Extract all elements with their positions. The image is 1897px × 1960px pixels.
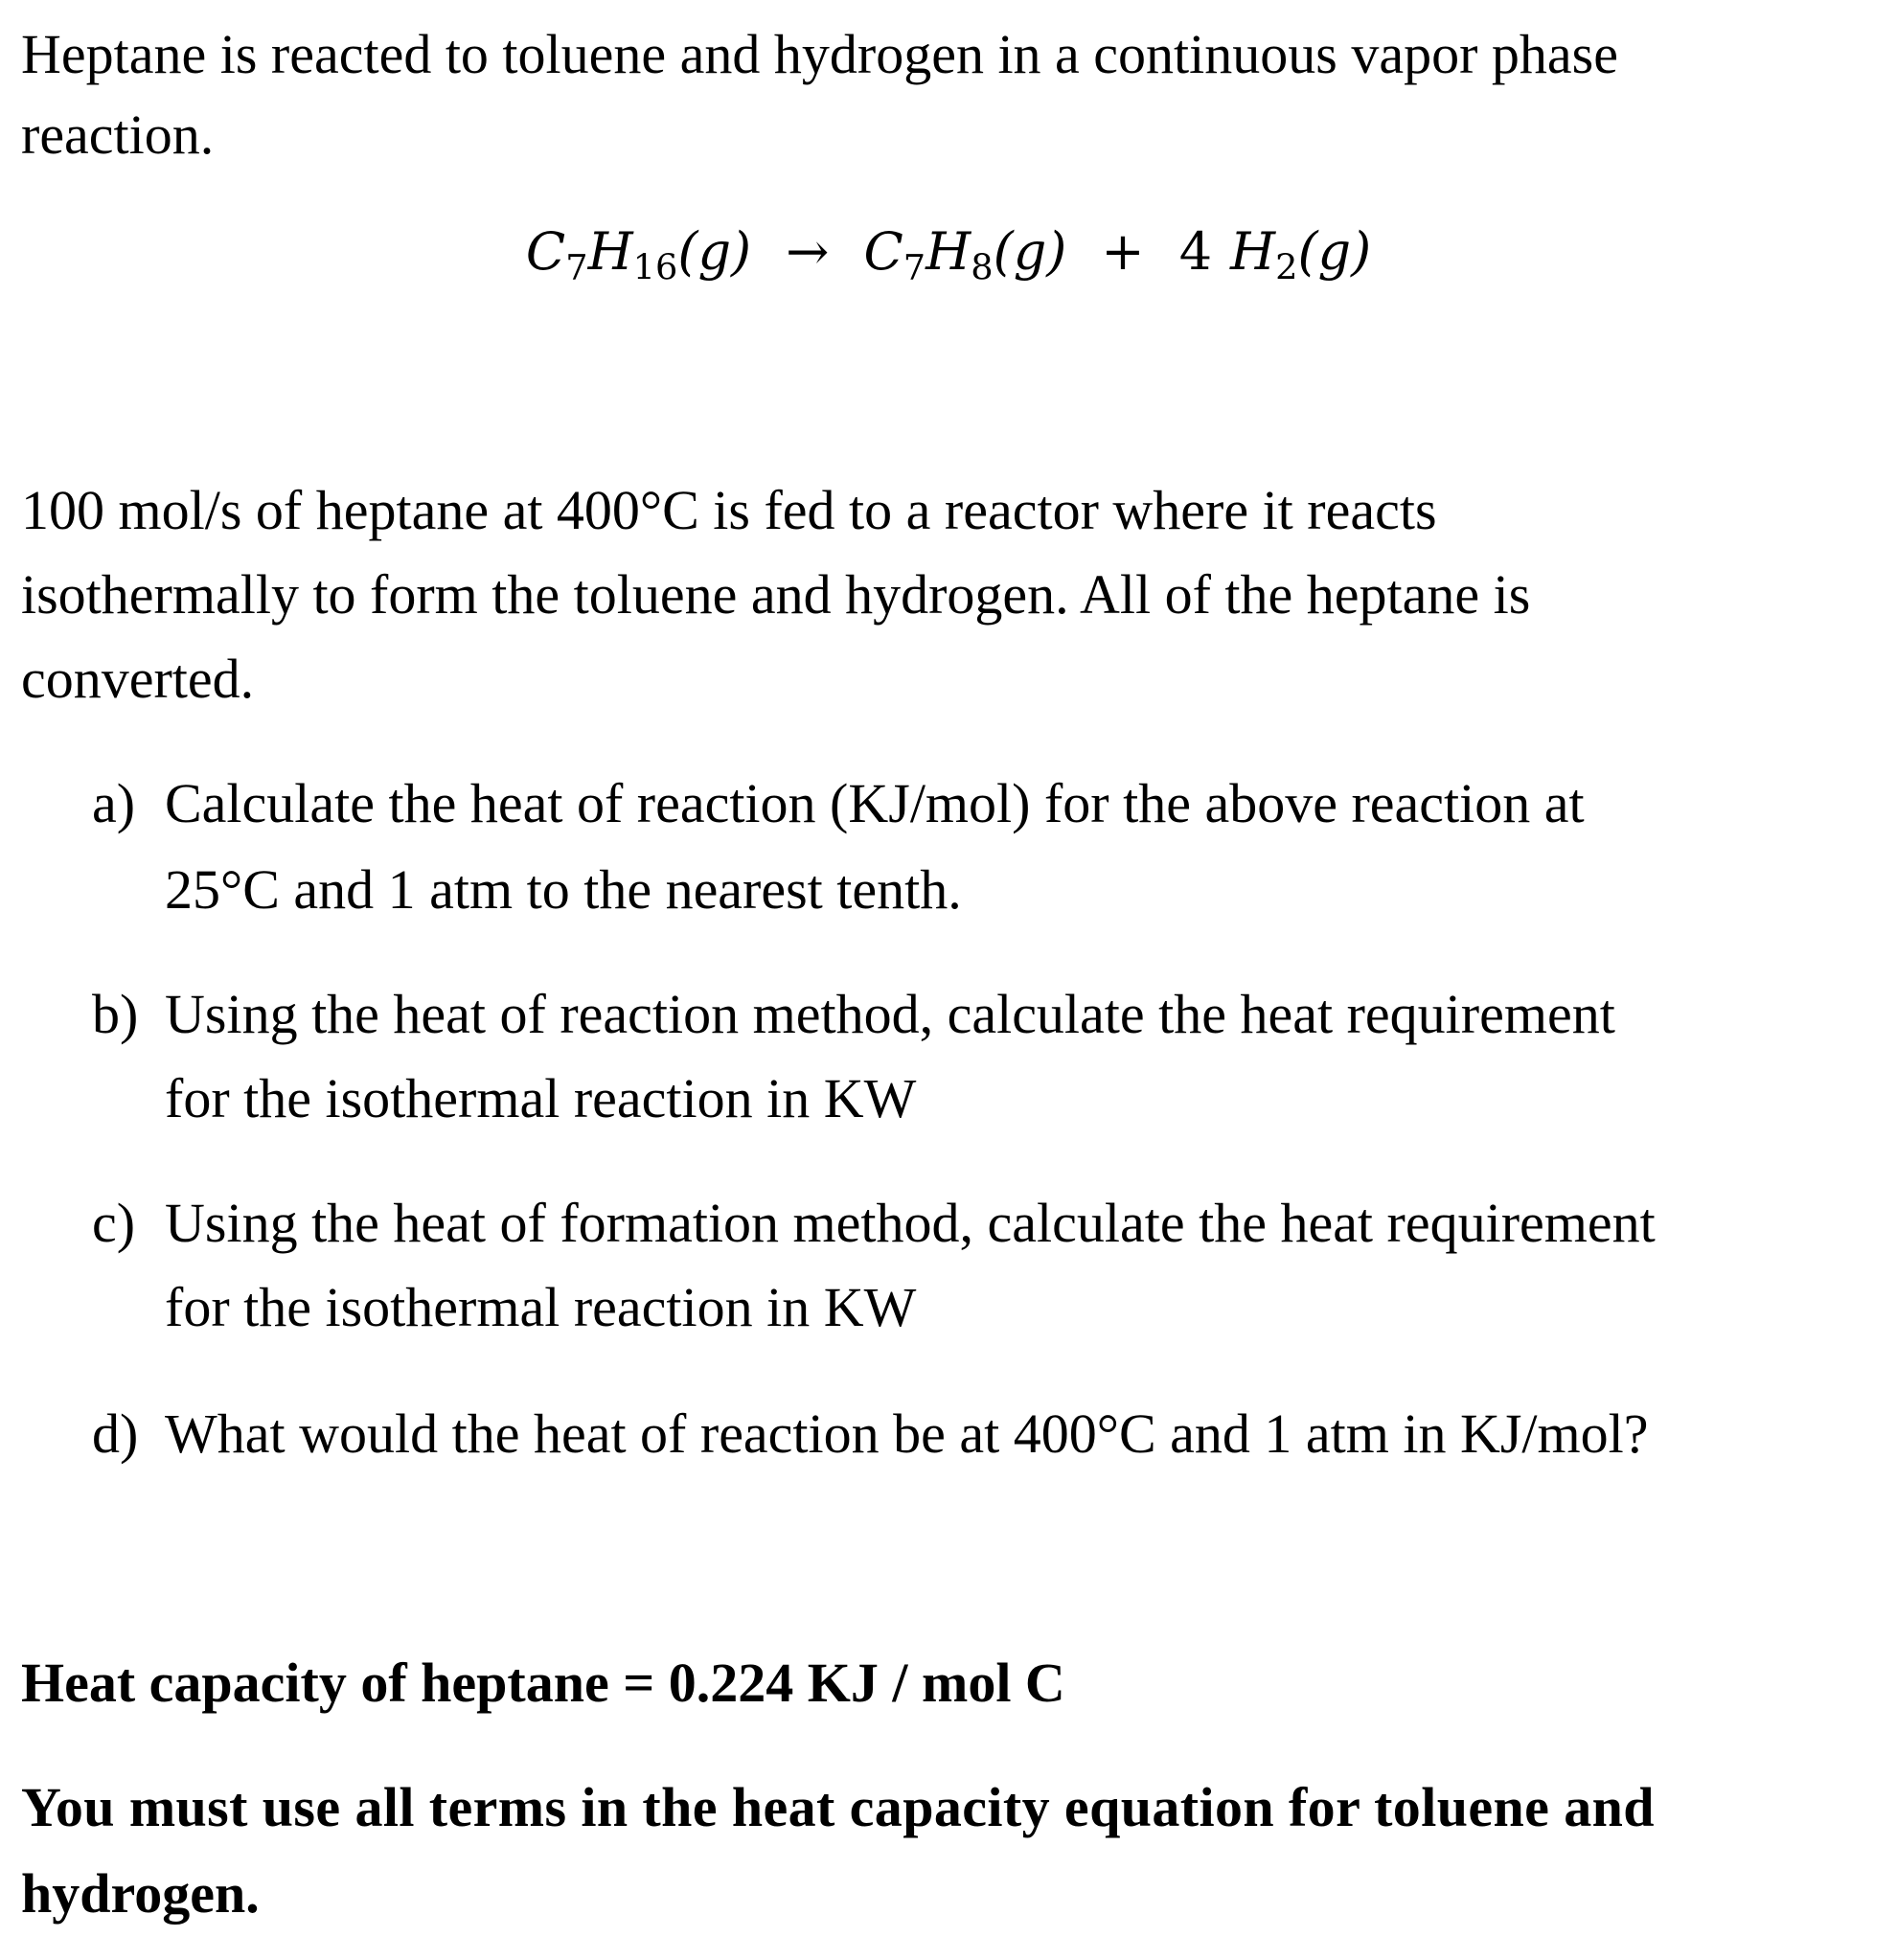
reactant-c: C (525, 221, 566, 282)
reactant-h-subscript: 16 (632, 246, 678, 288)
hydrogen-coefficient: 4 (1178, 221, 1213, 282)
intro-line-2: reaction. (21, 103, 215, 166)
instruction-line-2: hydrogen. (21, 1862, 260, 1925)
product1-c: C (863, 221, 903, 282)
reactant-h: H (587, 221, 633, 282)
question-c (92, 1192, 1656, 1254)
question-c-line-1: Using the heat of formation method, calculate the heat requirement (165, 1192, 1656, 1254)
product2-phase: (g) (1297, 221, 1372, 282)
question-b-label: b) (92, 983, 139, 1045)
question-a-line-2: 25°C and 1 atm to the nearest tenth. (165, 858, 962, 921)
reaction-arrow: → (786, 221, 830, 282)
product1-h-subscript: 8 (971, 246, 994, 288)
heat-capacity-note: Heat capacity of heptane = 0.224 KJ / mol C (21, 1652, 1065, 1714)
description-line-3: converted. (21, 648, 255, 710)
description-line-2: isothermally to form the toluene and hydrogen. All of the heptane is (21, 563, 1531, 626)
reactant-phase: (g) (677, 221, 752, 282)
reactant-c-subscript: 7 (565, 246, 588, 288)
question-b (92, 983, 1615, 1045)
question-a (92, 772, 1585, 834)
product1-c-subscript: 7 (903, 246, 926, 288)
question-a-line-1: Calculate the heat of reaction (KJ/mol) for the above reaction at (165, 772, 1585, 834)
question-d-line-1: What would the heat of reaction be at 400°C and 1 atm in KJ/mol? (165, 1402, 1649, 1465)
question-a-label: a) (92, 772, 136, 834)
instruction-line-1: You must use all terms in the heat capacity equation for toluene and (21, 1776, 1655, 1838)
question-b-line-2: for the isothermal reaction in KW (165, 1067, 917, 1129)
question-c-label: c) (92, 1192, 136, 1254)
description-line-1: 100 mol/s of heptane at 400°C is fed to a reactor where it reacts (21, 479, 1437, 541)
product2-h-subscript: 2 (1275, 246, 1298, 288)
question-c-line-2: for the isothermal reaction in KW (165, 1276, 917, 1338)
question-b-line-1: Using the heat of reaction method, calculate the heat requirement (165, 983, 1615, 1045)
question-d-label: d) (92, 1402, 139, 1465)
question-d (92, 1402, 1649, 1465)
intro-line-1: Heptane is reacted to toluene and hydrogen in a continuous vapor phase (21, 23, 1618, 85)
product1-h: H (926, 221, 971, 282)
plus-sign: + (1101, 221, 1145, 282)
product2-h: H (1229, 221, 1276, 282)
product1-phase: (g) (993, 221, 1067, 282)
reaction-equation (0, 221, 1897, 288)
